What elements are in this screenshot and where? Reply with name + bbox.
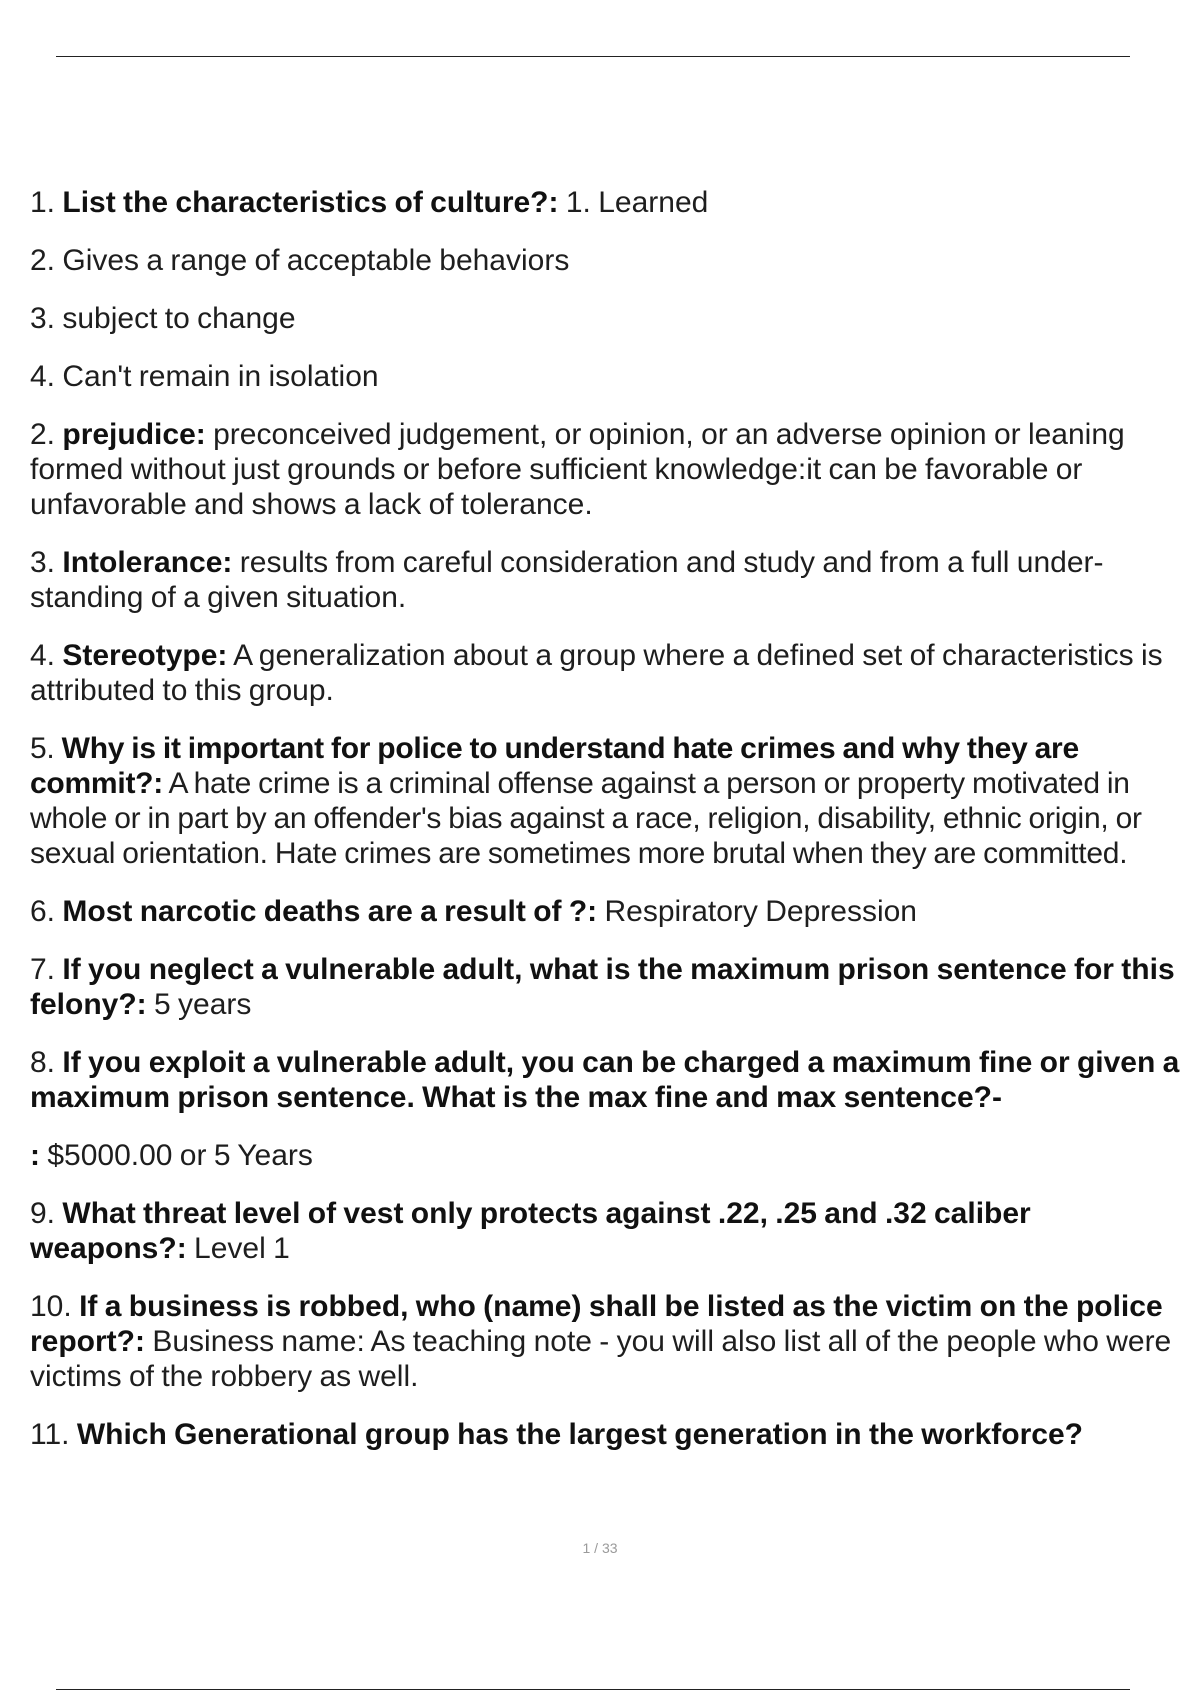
item-number: 10.	[30, 1290, 72, 1323]
list-item	[30, 359, 1192, 394]
list-item	[30, 243, 1192, 278]
item-number: 8.	[30, 1046, 56, 1079]
list-item	[30, 1417, 1192, 1452]
answer-text: 4. Can't remain in isolation	[30, 360, 379, 393]
answer-text: Respiratory Depression	[604, 895, 917, 928]
answer-text: preconceived judgement, or opinion, or an adverse opinion or leaning formed without just grounds or before sufficient knowledge:it can be favorable or unfavorable and shows a lack of tolerance.	[30, 418, 1125, 521]
question-text: If you neglect a vulnerable adult, what is the maximum prison sentence for this felony?:	[30, 953, 1175, 1021]
question-text: Which Generational group has the largest generation in the workforce?	[76, 1418, 1083, 1451]
question-text: List the characteristics of culture?:	[62, 186, 559, 219]
question-text: If you exploit a vulnerable adult, you can be charged a maximum fine or given a maximum prison sentence. What is the max fine and max sentence?-	[30, 1046, 1180, 1114]
document-body	[30, 185, 1192, 1475]
question-text: Stereotype:	[62, 639, 228, 672]
answer-text: $5000.00 or 5 Years	[47, 1139, 313, 1172]
item-number: 7.	[30, 953, 56, 986]
answer-text: 1. Learned	[565, 186, 709, 219]
item-number: 5.	[30, 732, 55, 765]
list-item	[30, 894, 1192, 929]
answer-text: Level 1	[194, 1232, 290, 1265]
question-text: Intolerance:	[62, 546, 233, 579]
answer-text: results from careful consideration and study and from a full under- standing of a given situation.	[30, 546, 1104, 614]
list-item	[30, 1138, 1192, 1173]
list-item	[30, 1196, 1192, 1266]
footer-rule	[56, 1689, 1130, 1690]
answer-text: 2. Gives a range of acceptable behaviors	[30, 244, 570, 277]
answer-text: 3. subject to change	[30, 302, 296, 335]
page-number: 1 / 33	[582, 1540, 618, 1556]
answer-text: A generalization about a group where a defined set of characteristics is attributed to this group.	[30, 639, 1163, 707]
question-text: Most narcotic deaths are a result of ?:	[62, 895, 598, 928]
list-item	[30, 417, 1192, 522]
list-item	[30, 1289, 1192, 1394]
item-number: 4.	[30, 639, 56, 672]
answer-text: A hate crime is a criminal offense against a person or property motivated in whole or in part by an offender's bias against a race, religion, disability, ethnic origin, or sexual orientation. Hate crimes are sometimes more brutal when they are committed.	[30, 767, 1142, 870]
question-text: Why is it important for police to understand hate crimes and why they are commit?:	[30, 732, 1079, 800]
list-item	[30, 301, 1192, 336]
header-rule	[56, 56, 1130, 57]
list-item	[30, 1045, 1192, 1115]
list-item	[30, 185, 1192, 220]
question-text: :	[30, 1139, 40, 1172]
question-text: What threat level of vest only protects against .22, .25 and .32 caliber weapons?:	[30, 1197, 1031, 1265]
item-number: 11.	[30, 1418, 70, 1451]
list-item	[30, 638, 1192, 708]
answer-text: 5 years	[154, 988, 252, 1021]
list-item	[30, 952, 1192, 1022]
item-number: 6.	[30, 895, 56, 928]
item-number: 9.	[30, 1197, 56, 1230]
item-number: 1.	[30, 186, 56, 219]
item-number: 2.	[30, 418, 56, 451]
question-text: If a business is robbed, who (name) shall be listed as the victim on the police report?:	[30, 1290, 1163, 1358]
item-number: 3.	[30, 546, 56, 579]
question-text: prejudice:	[62, 418, 206, 451]
list-item	[30, 545, 1192, 615]
answer-text: Business name: As teaching note - you will also list all of the people who were victims of the robbery as well.	[30, 1325, 1172, 1393]
list-item	[30, 731, 1192, 871]
